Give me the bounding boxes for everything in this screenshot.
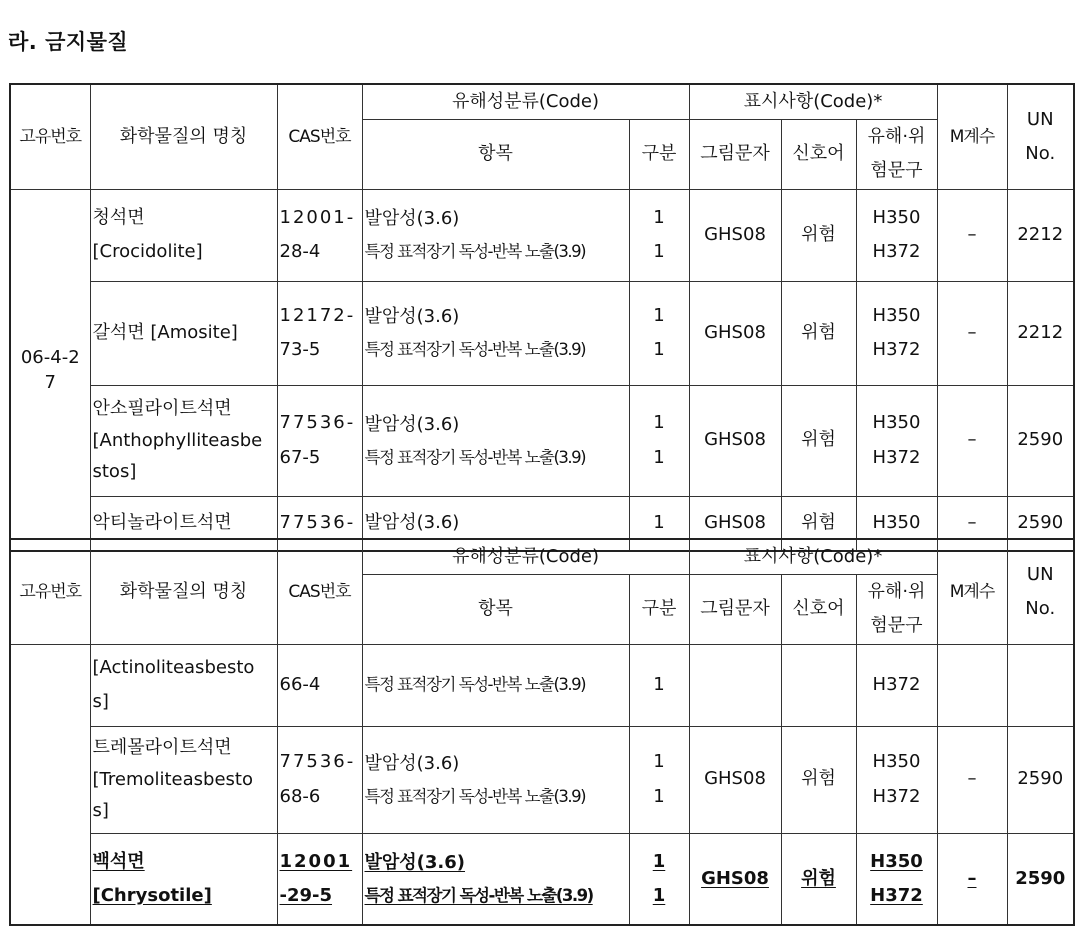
header-row-top bbox=[10, 84, 1074, 120]
hazard-item: 발암성(3.6) bbox=[364, 413, 460, 435]
hazard-items bbox=[362, 385, 629, 496]
hazard-statement: H350 bbox=[872, 412, 921, 434]
un-number: 2590 bbox=[1007, 833, 1074, 925]
header-un-line2: No. bbox=[1025, 142, 1056, 164]
hazard-items: 발암성(3.6) bbox=[362, 496, 629, 551]
pictogram bbox=[689, 644, 781, 726]
signal-word bbox=[781, 833, 856, 925]
hazard-items bbox=[362, 833, 629, 925]
cas-line: 28-4 bbox=[279, 241, 321, 263]
cas-line: 68-6 bbox=[279, 785, 321, 807]
header-signal: 신호어 bbox=[781, 575, 856, 644]
header-name: 화학물질의 명칭 bbox=[90, 539, 277, 644]
category-value: 1 bbox=[653, 206, 665, 228]
group-id bbox=[10, 189, 90, 551]
un-number bbox=[1007, 644, 1074, 726]
name-line-text: 백석면 bbox=[92, 850, 145, 872]
header-category: 구분 bbox=[629, 575, 689, 644]
substance-name: 악티놀라이트석면 bbox=[90, 496, 277, 551]
un-number: 2212 bbox=[1007, 281, 1074, 385]
hazard-statements bbox=[856, 189, 937, 281]
header-signal: 신호어 bbox=[781, 120, 856, 189]
category-value: 1 bbox=[653, 446, 665, 468]
hazard-statements bbox=[856, 833, 937, 925]
hazard-statements: H350 bbox=[856, 496, 937, 551]
category bbox=[629, 385, 689, 496]
name-line: stos] bbox=[92, 461, 137, 483]
m-factor: – bbox=[937, 496, 1007, 551]
name-line: [Crocidolite] bbox=[92, 241, 203, 263]
header-item: 항목 bbox=[362, 575, 629, 644]
signal-word: 위험 bbox=[781, 496, 856, 551]
header-label-group: 표시사항(Code)* bbox=[689, 84, 937, 120]
name-line: 청석면 bbox=[92, 206, 145, 228]
hazard-item: 발암성(3.6) bbox=[364, 306, 460, 328]
pictogram: GHS08 bbox=[689, 726, 781, 833]
hazard-item bbox=[365, 846, 627, 880]
signal-word: 위험 bbox=[781, 281, 856, 385]
cas-number bbox=[277, 281, 362, 385]
group-id-line2: 7 bbox=[44, 371, 56, 393]
header-row-top bbox=[10, 539, 1074, 575]
substance-name: 갈석면 [Amosite] bbox=[90, 281, 277, 385]
hazard-statement: H372 bbox=[872, 241, 921, 263]
hazard-items bbox=[362, 189, 629, 281]
cas-line: 77536- bbox=[279, 751, 356, 773]
hazard-statements bbox=[856, 385, 937, 496]
hazard-item: 발암성(3.6) bbox=[364, 752, 460, 774]
signal-word bbox=[781, 644, 856, 726]
section-title: 라. 금지물질 bbox=[8, 30, 129, 54]
hazard-items: 특정 표적장기 독성-반복 노출(3.9) bbox=[362, 644, 629, 726]
hazard-statement: H372 bbox=[872, 446, 921, 468]
header-cas: CAS번호 bbox=[277, 84, 362, 189]
substance-name bbox=[90, 189, 277, 281]
header-un-line1: UN bbox=[1026, 563, 1054, 585]
cas-line: 67-5 bbox=[279, 446, 321, 468]
pictogram: GHS08 bbox=[689, 281, 781, 385]
hazard-item: 특정 표적장기 독성-반복 노출(3.9) bbox=[364, 340, 586, 360]
category-value-text: 1 bbox=[652, 850, 666, 872]
table-row bbox=[10, 644, 1074, 726]
cas-line: 73-5 bbox=[279, 339, 321, 361]
m-factor bbox=[937, 833, 1007, 925]
header-pictogram: 그림문자 bbox=[689, 575, 781, 644]
cas-line-text: -29-5 bbox=[279, 884, 333, 906]
cas-line: 77536- bbox=[279, 412, 356, 434]
un-number: 2590 bbox=[1007, 385, 1074, 496]
hazard-statement bbox=[859, 879, 935, 913]
header-un-line2: No. bbox=[1025, 597, 1056, 619]
m-factor: – bbox=[937, 281, 1007, 385]
hazard-statement: H372 bbox=[872, 339, 921, 361]
hazard-item bbox=[365, 880, 627, 911]
header-un bbox=[1007, 84, 1074, 189]
category-value: 1 bbox=[653, 304, 665, 326]
hazard-item: 특정 표적장기 독성-반복 노출(3.9) bbox=[364, 447, 586, 467]
m-factor bbox=[937, 644, 1007, 726]
m-factor: – bbox=[937, 385, 1007, 496]
cas-number bbox=[277, 833, 362, 925]
prohibited-substances-table-1 bbox=[9, 83, 1075, 552]
table-row-highlighted bbox=[10, 833, 1074, 925]
pictogram: GHS08 bbox=[689, 189, 781, 281]
un-number: 2590 bbox=[1007, 496, 1074, 551]
cas-number: 77536- bbox=[277, 496, 362, 551]
name-line: 안소필라이트석면 bbox=[92, 398, 232, 420]
header-hazard-statement-line2: 험문구 bbox=[870, 160, 923, 182]
header-hazard-group: 유해성분류(Code) bbox=[362, 539, 689, 575]
header-hazard-statement-line1: 유해·위 bbox=[867, 126, 926, 148]
category-value-text: 1 bbox=[652, 884, 666, 906]
hazard-item: 특정 표적장기 독성-반복 노출(3.9) bbox=[364, 242, 586, 262]
m-factor: – bbox=[937, 189, 1007, 281]
category: 1 bbox=[629, 496, 689, 551]
table-row bbox=[10, 726, 1074, 833]
header-un bbox=[1007, 539, 1074, 644]
signal-word: 위험 bbox=[781, 726, 856, 833]
signal-word: 위험 bbox=[781, 189, 856, 281]
substance-name bbox=[90, 385, 277, 496]
header-id: 고유번호 bbox=[10, 84, 90, 189]
category-value: 1 bbox=[653, 241, 665, 263]
table-row bbox=[10, 189, 1074, 281]
hazard-statement-text: H350 bbox=[870, 850, 923, 872]
prohibited-substances-table-2 bbox=[9, 538, 1075, 926]
cas-line-text: 12001 bbox=[279, 850, 353, 872]
hazard-statement: H350 bbox=[872, 206, 921, 228]
name-line: s] bbox=[92, 691, 109, 713]
name-line: s] bbox=[92, 800, 109, 822]
signal-word: 위험 bbox=[781, 385, 856, 496]
header-cas: CAS번호 bbox=[277, 539, 362, 644]
header-id: 고유번호 bbox=[10, 539, 90, 644]
cas-number: 66-4 bbox=[277, 644, 362, 726]
cas-line bbox=[280, 845, 360, 879]
hazard-statement-text: H372 bbox=[870, 884, 923, 906]
header-category: 구분 bbox=[629, 120, 689, 189]
cas-number bbox=[277, 189, 362, 281]
header-hazard-statement-line1: 유해·위 bbox=[867, 581, 926, 603]
header-pictogram: 그림문자 bbox=[689, 120, 781, 189]
name-line bbox=[93, 845, 275, 879]
cas-line: 12001- bbox=[279, 206, 356, 228]
header-hazard-statement bbox=[856, 575, 937, 644]
category bbox=[629, 726, 689, 833]
category-value: 1 bbox=[653, 412, 665, 434]
category-value bbox=[632, 879, 687, 913]
hazard-statement: H350 bbox=[872, 751, 921, 773]
category-value: 1 bbox=[653, 339, 665, 361]
cas-line bbox=[280, 879, 360, 913]
header-m-factor: M계수 bbox=[937, 84, 1007, 189]
signal-word-text: 위험 bbox=[801, 867, 836, 889]
header-hazard-statement bbox=[856, 120, 937, 189]
header-un-line1: UN bbox=[1026, 108, 1054, 130]
pictogram: GHS08 bbox=[689, 385, 781, 496]
hazard-statement: H350 bbox=[872, 304, 921, 326]
hazard-statements: H372 bbox=[856, 644, 937, 726]
pictogram: GHS08 bbox=[689, 496, 781, 551]
category-value: 1 bbox=[653, 751, 665, 773]
un-number: 2590 bbox=[1007, 726, 1074, 833]
header-item: 항목 bbox=[362, 120, 629, 189]
hazard-statements bbox=[856, 726, 937, 833]
pictogram-text: GHS08 bbox=[701, 867, 769, 889]
substance-name bbox=[90, 833, 277, 925]
group-id-line1: 06-4-2 bbox=[20, 346, 80, 368]
category bbox=[629, 281, 689, 385]
substance-name bbox=[90, 644, 277, 726]
category-value: 1 bbox=[653, 785, 665, 807]
header-hazard-group: 유해성분류(Code) bbox=[362, 84, 689, 120]
hazard-statement: H372 bbox=[872, 785, 921, 807]
header-name: 화학물질의 명칭 bbox=[90, 84, 277, 189]
name-line bbox=[93, 879, 275, 913]
name-line: [Actinoliteasbesto bbox=[92, 656, 255, 678]
hazard-statement bbox=[859, 845, 935, 879]
hazard-items bbox=[362, 726, 629, 833]
hazard-item-text: 특정 표적장기 독성-반복 노출(3.9) bbox=[364, 886, 593, 906]
category bbox=[629, 189, 689, 281]
hazard-items bbox=[362, 281, 629, 385]
name-line-text: [Chrysotile] bbox=[92, 884, 212, 906]
name-line: 트레몰라이트석면 bbox=[92, 737, 232, 759]
name-line: [Anthophylliteasbe bbox=[92, 429, 263, 451]
header-label-group: 표시사항(Code)* bbox=[689, 539, 937, 575]
cas-line: 12172- bbox=[279, 304, 356, 326]
substance-name bbox=[90, 726, 277, 833]
hazard-statements bbox=[856, 281, 937, 385]
hazard-item-text: 발암성(3.6) bbox=[364, 852, 466, 874]
category bbox=[629, 833, 689, 925]
m-factor: – bbox=[937, 726, 1007, 833]
header-hazard-statement-line2: 험문구 bbox=[870, 615, 923, 637]
category: 1 bbox=[629, 644, 689, 726]
header-m-factor: M계수 bbox=[937, 539, 1007, 644]
pictogram bbox=[689, 833, 781, 925]
hazard-item: 발암성(3.6) bbox=[364, 208, 460, 230]
hazard-item: 특정 표적장기 독성-반복 노출(3.9) bbox=[364, 786, 586, 806]
category-value bbox=[632, 845, 687, 879]
cas-number bbox=[277, 385, 362, 496]
un-number: 2212 bbox=[1007, 189, 1074, 281]
cas-number bbox=[277, 726, 362, 833]
group-id-continued bbox=[10, 644, 90, 925]
table-row bbox=[10, 281, 1074, 385]
table-row bbox=[10, 385, 1074, 496]
m-factor-text: – bbox=[967, 867, 977, 889]
name-line: [Tremoliteasbesto bbox=[92, 768, 253, 790]
